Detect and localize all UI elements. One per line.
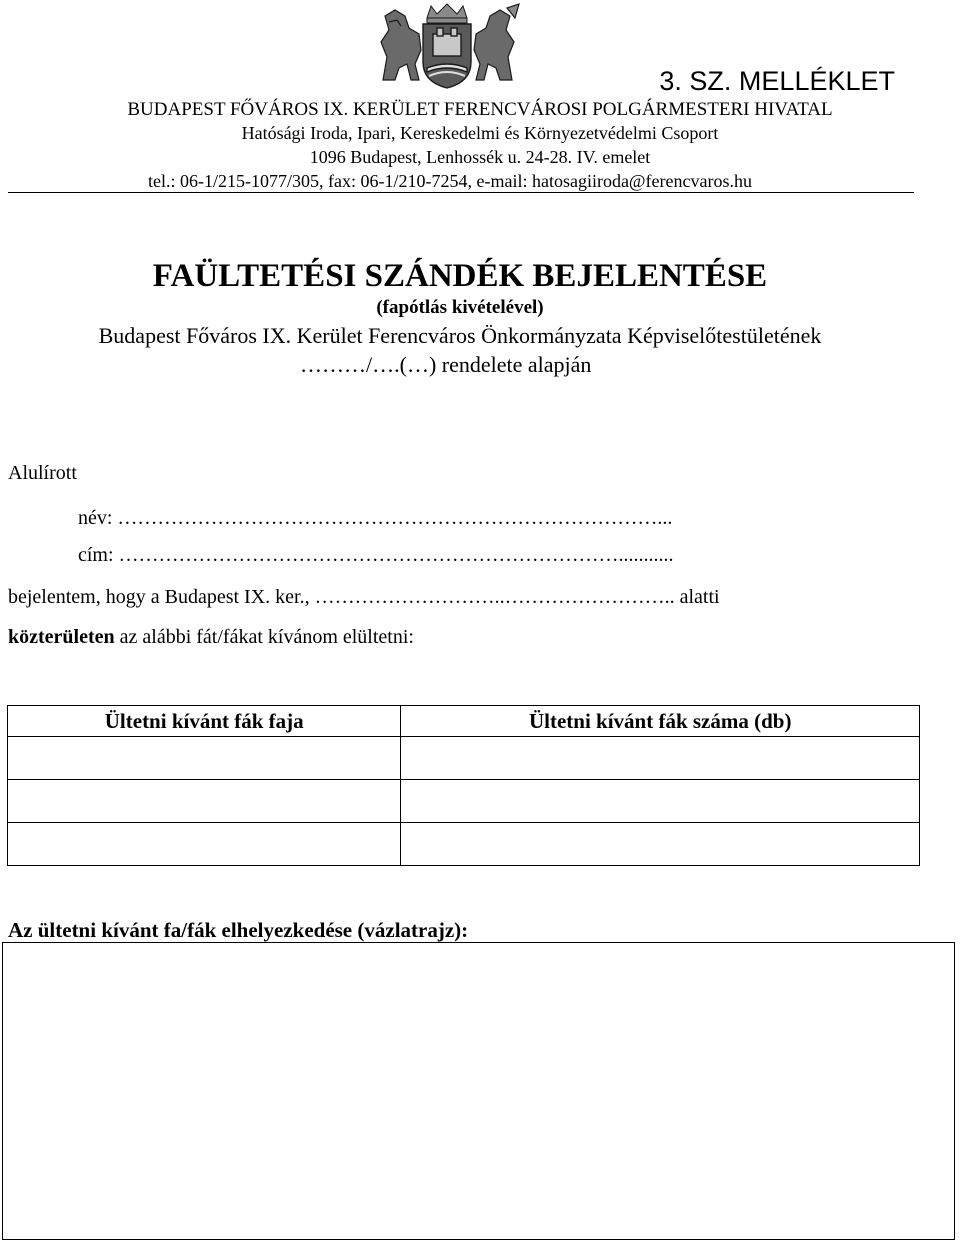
table-row (8, 737, 920, 780)
header-divider (8, 192, 914, 193)
species-cell[interactable] (8, 780, 401, 823)
public-area-bold: közterületen (8, 626, 115, 648)
sketch-drawing-area[interactable] (2, 942, 955, 1240)
tree-table (7, 705, 920, 866)
column-header-count: Ültetni kívánt fák száma (db) (401, 706, 920, 737)
office-address: 1096 Budapest, Lenhossék u. 24-28. IV. emelet (309, 147, 651, 167)
declaration-field[interactable]: bejelentem, hogy a Budapest IX. ker., ………………………..…………………….. alatti (8, 586, 720, 608)
table-row (8, 823, 920, 866)
coat-of-arms-logo (375, 2, 520, 90)
shield-icon (423, 24, 471, 88)
title-exception-note: (fapótlás kivételével) (376, 297, 544, 318)
table-header-row (8, 706, 920, 737)
right-griffin-icon (474, 4, 519, 80)
sketch-section-title: Az ültetni kívánt fa/fák elhelyezkedése (vázlatrajz): (8, 918, 469, 942)
species-cell[interactable] (8, 823, 401, 866)
column-header-species: Ültetni kívánt fák faja (8, 706, 401, 737)
public-area-statement (8, 626, 414, 649)
annex-label: 3. SZ. MELLÉKLET (659, 66, 895, 96)
legal-basis-line1: Budapest Főváros IX. Kerület Ferencváros Önkormányzata Képviselőtestületének (98, 323, 822, 348)
table-row (8, 780, 920, 823)
left-lion-icon (381, 10, 421, 80)
address-field[interactable]: cím: …………………………………………………………………........... (78, 544, 674, 566)
department-name: Hatósági Iroda, Ipari, Kereskedelmi és Környezetvédelmi Csoport (241, 123, 719, 143)
public-area-rest: az alábbi fát/fákat kívánom elültetni: (114, 626, 414, 648)
office-contact: tel.: 06-1/215-1077/305, fax: 06-1/210-7254, e-mail: hatosagiiroda@ferencvaros.hu (148, 171, 752, 191)
name-field[interactable]: név: ………………………………………………………………………... (78, 507, 673, 529)
count-cell[interactable] (401, 823, 920, 866)
office-name: BUDAPEST FŐVÁROS IX. KERÜLET FERENCVÁROSI POLGÁRMESTERI HIVATAL (127, 99, 833, 120)
species-cell[interactable] (8, 737, 401, 780)
crown-icon (427, 4, 467, 23)
count-cell[interactable] (401, 780, 920, 823)
intro-text: Alulírott (8, 462, 77, 484)
legal-basis-line2: ………/….(…) rendelete alapján (300, 352, 592, 377)
count-cell[interactable] (401, 737, 920, 780)
document-title: FAÜLTETÉSI SZÁNDÉK BEJELENTÉSE (152, 258, 768, 294)
